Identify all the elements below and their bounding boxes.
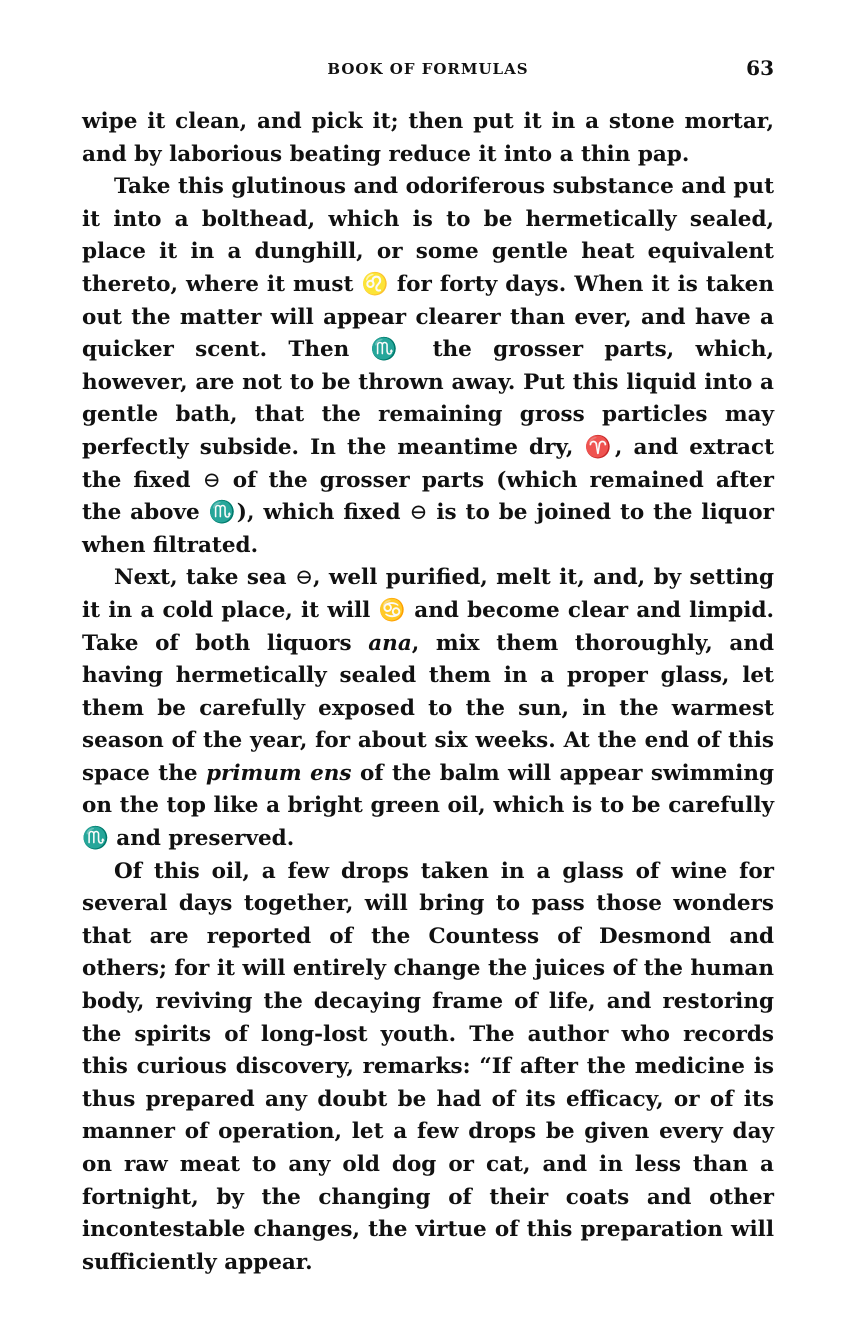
alchemical-symbol: ♏: [370, 337, 412, 363]
alchemical-symbol: ♌: [361, 271, 389, 297]
paragraph: [82, 856, 774, 1280]
page-number: 63: [746, 56, 774, 80]
text-run: and become clear and limpid. Take of both liquors: [82, 597, 774, 656]
text-run: , and extract the fixed: [82, 434, 774, 493]
text-run: of the grosser parts (which remained after the above: [82, 467, 774, 526]
text-run: ), which fixed: [236, 500, 410, 526]
alchemical-symbol: ⊖: [409, 500, 428, 526]
alchemical-symbol: ♏: [208, 500, 237, 526]
running-head: [82, 52, 774, 82]
text-run: is to be joined to the liquor when filtrated.: [82, 500, 774, 558]
alchemical-symbol: ♈: [584, 434, 615, 460]
text-run: , well purified, melt it, and, by setting it in a cold place, it will: [82, 565, 774, 623]
alchemical-symbol: ♋: [378, 597, 407, 623]
body-text: [82, 106, 774, 1279]
italic-term: ana: [368, 630, 412, 656]
paragraph: [82, 562, 774, 855]
text-run: the grosser parts, which, however, are not to be thrown away. Put this liquid into a gentle bath, that the remaining gross particles may perfectly subside. In the meantime dry,: [82, 337, 774, 460]
running-title: BOOK OF FORMULAS: [327, 60, 529, 78]
italic-term: primum ens: [205, 760, 352, 786]
text-run: Next, take sea: [114, 565, 295, 591]
text-run: Of this oil, a few drops taken in a glass of wine for several days together, will bring to pass those wonders that are reported of the Countess of Desmond and others; for it will entirely change the juices of the human body, reviving the decaying frame of life, and restoring the spirits of long-lost youth. The author who records this curious discovery, remarks: “If after the medicine is thus prepared any doubt be had of its efficacy, or of its manner of operation, let a few drops be given every day on raw meat to any old dog or cat, and in less than a fortnight, by the changing of their coats and other incontestable changes, the virtue of this preparation will sufficiently appear.: [82, 858, 774, 1275]
alchemical-symbol: ⊖: [294, 565, 313, 591]
text-run: and preserved.: [108, 826, 295, 852]
text-run: , mix them thoroughly, and having hermetically sealed them in a proper glass, let them be carefully exposed to the sun, in the warmest season of the year, for about six weeks. At the end of this space the: [82, 630, 775, 786]
alchemical-symbol: ♏: [82, 826, 109, 852]
text-run: wipe it clean, and pick it; then put it in a stone mortar, and by laborious beating reduce it into a thin pap.: [82, 109, 774, 167]
text-run: of the balm will appear swimming on the top like a bright green oil, which is to be carefully: [82, 760, 774, 819]
alchemical-symbol: ⊖: [202, 467, 221, 493]
text-run: Take this glutinous and odoriferous substance and put it into a bolthead, which is to be hermetically sealed, place it in a dunghill, or some gentle heat equivalent thereto, where it must: [82, 174, 774, 297]
book-page: [82, 52, 774, 1279]
paragraph: [82, 171, 774, 562]
paragraph: [82, 106, 774, 171]
text-run: for forty days. When it is taken out the matter will appear clearer than ever, and have a quicker scent. Then: [82, 271, 774, 363]
